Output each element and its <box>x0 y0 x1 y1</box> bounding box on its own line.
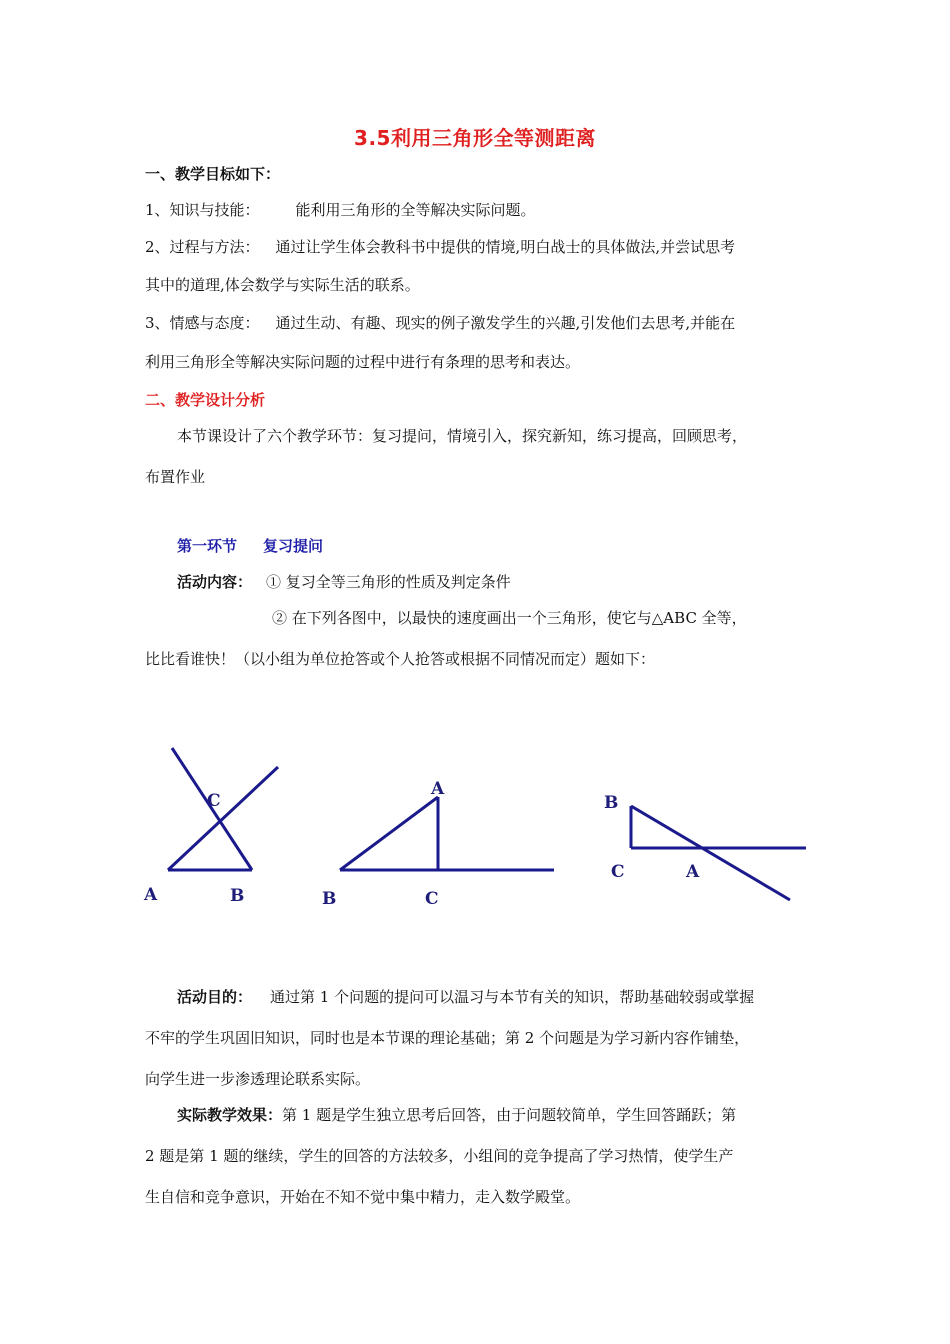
figure-2 <box>322 779 554 909</box>
objective-3-text: 通过生动、有趣、现实的例子激发学生的兴趣,引发他们去思考,并能在 <box>275 314 736 332</box>
fig2-line-ab <box>340 797 438 870</box>
objective-3-label: 3、情感与态度： <box>145 314 260 332</box>
stage1-label: 第一环节 <box>177 537 238 555</box>
fig2-label-a: A <box>431 779 445 799</box>
section1-heading: 一、教学目标如下： <box>145 165 281 183</box>
section2-heading: 二、教学设计分析 <box>145 391 266 409</box>
objective-2-text: 通过让学生体会教科书中提供的情境,明白战士的具体做法,并尝试思考 <box>275 238 736 256</box>
fig1-label-b: B <box>230 886 245 906</box>
effect-label: 实际教学效果： <box>177 1106 283 1124</box>
fig3-label-a: A <box>686 862 700 882</box>
objective-1-label: 1、知识与技能： <box>145 201 260 219</box>
fig3-label-c: C <box>611 862 625 882</box>
activity-item-1: ① 复习全等三角形的性质及判定条件 <box>266 573 511 591</box>
effect-line2: 2 题是第 1 题的继续，学生的回答的方法较多，小组间的竞争提高了学习热情，使学生产 <box>145 1147 734 1165</box>
fig2-label-c: C <box>425 889 439 909</box>
purpose-line1 <box>177 987 754 1007</box>
purpose-label: 活动目的： <box>177 988 253 1006</box>
stage1-name: 复习提问 <box>263 537 324 555</box>
activity-item-2: ② 在下列各图中，以最快的速度画出一个三角形，使它与△ABC 全等， <box>272 609 747 627</box>
purpose-line2: 不牢的学生巩固旧知识，同时也是本节课的理论基础；第 2 个问题是为学习新内容作铺垫， <box>145 1029 750 1047</box>
figure-1 <box>143 748 278 906</box>
activity-item-2-cont: 比比看谁快！（以小组为单位抢答或个人抢答或根据不同情况而定）题如下： <box>145 650 656 668</box>
fig3-label-b: B <box>604 793 619 813</box>
fig1-label-a: A <box>144 885 158 905</box>
purpose-line3: 向学生进一步渗透理论联系实际。 <box>145 1070 371 1088</box>
objective-3-cont: 利用三角形全等解决实际问题的过程中进行有条理的思考和表达。 <box>145 353 581 371</box>
design-paragraph-line1: 本节课设计了六个教学环节：复习提问，情境引入，探究新知，练习提高，回顾思考， <box>177 427 748 445</box>
fig2-label-b: B <box>322 889 337 909</box>
objective-2-cont: 其中的道理,体会数学与实际生活的联系。 <box>145 276 420 294</box>
objective-2-label: 2、过程与方法： <box>145 238 260 256</box>
fig1-line-ac <box>168 767 278 870</box>
activity-content-label: 活动内容： <box>177 573 253 591</box>
objective-1-text: 能利用三角形的全等解决实际问题。 <box>295 201 536 219</box>
page-title: 3.5利用三角形全等测距离 <box>354 126 596 150</box>
design-paragraph-line2: 布置作业 <box>145 468 206 486</box>
effect-text1: 第 1 题是学生独立思考后回答，由于问题较简单，学生回答踊跃；第 <box>282 1106 737 1124</box>
fig3-line-ba <box>631 806 790 900</box>
effect-line3: 生自信和竞争意识，开始在不知不觉中集中精力，走入数学殿堂。 <box>145 1188 581 1206</box>
effect-line1 <box>177 1105 736 1125</box>
fig1-label-c: C <box>207 791 221 811</box>
figure-3 <box>604 793 806 900</box>
purpose-text1: 通过第 1 个问题的提问可以温习与本节有关的知识，帮助基础较弱或掌握 <box>270 988 755 1006</box>
